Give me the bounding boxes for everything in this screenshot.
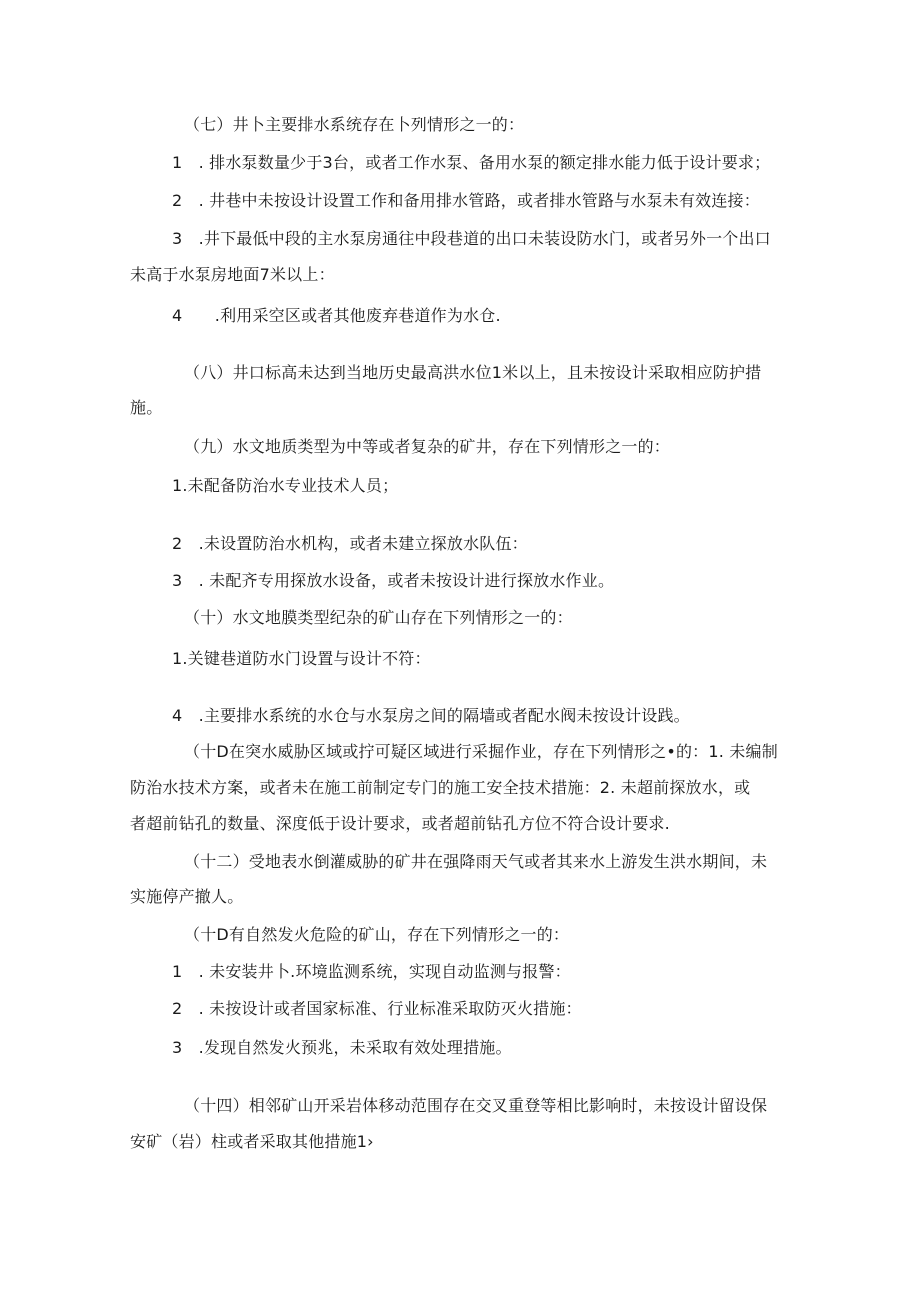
clause-12-cont: 实施停产撤人。 [130, 887, 244, 906]
clause-10-item-1: 1.关键巷道防水门设置与设计不符： [172, 649, 431, 668]
clause-11-heading: （十D在突水威胁区域或拧可疑区域进行采掘作业，存在下列情形之•的：1. 未编制 [184, 742, 778, 761]
clause-8-heading-cont: 施。 [130, 398, 163, 417]
clause-10-heading: （十）水文地膜类型纪杂的矿山存在下列情形之一的： [184, 608, 573, 627]
clause-8-heading: （八）井口标高未达到当地历史最高洪水位1米以上，且未按设计采取相应防护措 [184, 363, 762, 382]
clause-13-item-1: 1 . 未安装井卜.环境监测系统，实现自动监测与报警： [172, 962, 571, 981]
clause-9-heading: （九）水文地质类型为中等或者复杂的矿井，存在下列情形之一的： [184, 437, 671, 456]
clause-11-cont-1: 防治水技术方案，或者未在施工前制定专门的施工安全技术措施：2. 未超前探放水，或 [130, 778, 751, 797]
clause-7-item-3: 3 .井下最低中段的主水泵房通往中段巷道的出口未装设防水门，或者另外一个出口 [172, 229, 771, 248]
clause-7-item-3-cont: 未高于水泵房地面7米以上： [130, 265, 335, 284]
clause-12-heading: （十二）受地表水倒灌威胁的矿井在强降雨天气或者其来水上游发生洪水期间，未 [184, 852, 768, 871]
clause-7-heading: （七）井卜主要排水系统存在卜列情形之一的： [184, 115, 525, 134]
clause-9-item-3: 3 . 未配齐专用探放水设备，或者未按设计进行探放水作业。 [172, 571, 615, 590]
clause-7-item-4: 4 .利用采空区或者其他废弃巷道作为水仓. [172, 306, 501, 325]
clause-9-item-1: 1.未配备防治水专业技术人员； [172, 476, 399, 495]
clause-14-heading: （十四）相邻矿山开采岩体移动范围存在交叉重登等相比影响时，未按设计留设保 [184, 1096, 768, 1115]
clause-10-item-4: 4 .主要排水系统的水仓与水泵房之间的隔墙或者配水阀未按设计设践。 [172, 706, 690, 725]
clause-13-item-2: 2 . 未按设计或者国家标准、行业标准采取防灭火措施： [172, 999, 582, 1018]
clause-14-cont: 安矿（岩）柱或者采取其他措施1› [130, 1132, 374, 1151]
clause-13-heading: （十D有自然发火危险的矿山，存在下列情形之一的： [184, 925, 570, 944]
clause-7-item-1: 1 . 排水泵数量少于3台，或者工作水泵、备用水泵的额定排水能力低于设计要求； [172, 153, 771, 172]
clause-9-item-2: 2 .未设置防治水机构，或者未建立探放水队伍： [172, 534, 528, 553]
clause-7-item-2: 2 . 井巷中未按设计设置工作和备用排水管路，或者排水管路与水泵未有效连接： [172, 191, 760, 210]
clause-11-cont-2: 者超前钻孔的数量、深度低于设计要求，或者超前钻孔方位不符合设计要求. [130, 814, 670, 833]
clause-13-item-3: 3 .发现自然发火预兆，未采取有效处理措施。 [172, 1038, 512, 1057]
